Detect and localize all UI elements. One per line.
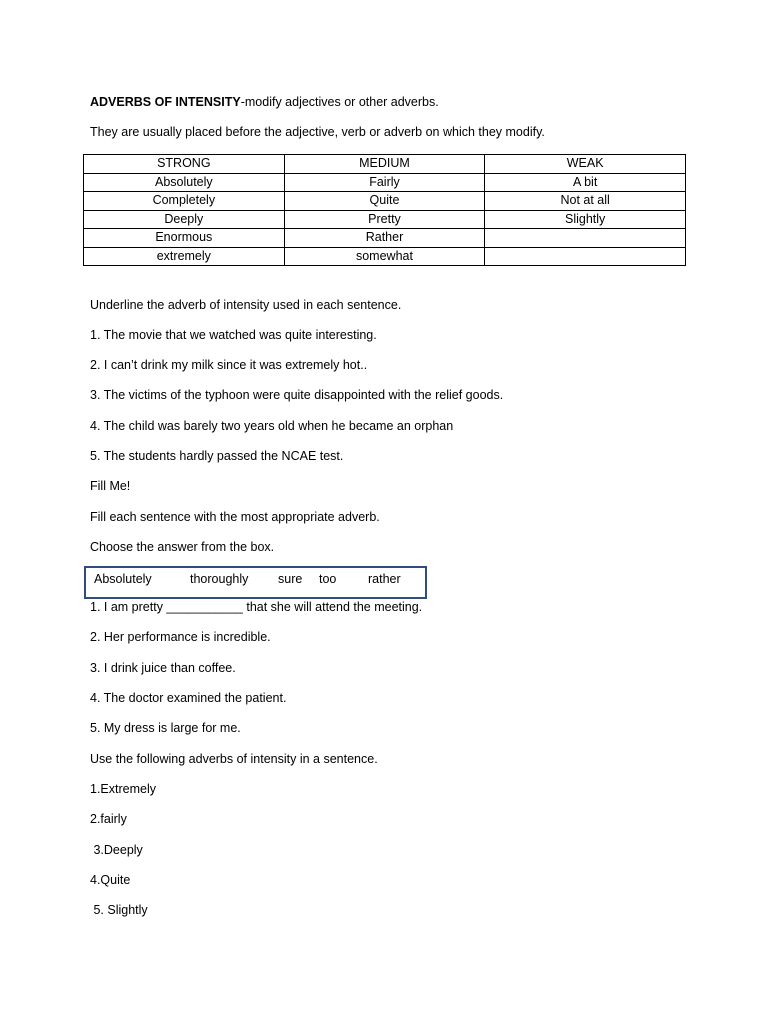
- underline-item-3: 3. The victims of the typhoon were quite disappointed with the relief goods.: [90, 388, 504, 402]
- fill-instruction-2: Choose the answer from the box.: [90, 540, 275, 554]
- fill-item-4: 4. The doctor examined the patient.: [90, 691, 287, 705]
- header-strong: STRONG: [84, 155, 285, 174]
- sentence-item-2: 2.fairly: [90, 812, 127, 826]
- table-cell: extremely: [84, 247, 285, 266]
- fill-item-1: 1. I am pretty ___________ that she will attend the meeting.: [90, 600, 423, 614]
- table-cell: A bit: [485, 173, 686, 192]
- table-cell: Absolutely: [84, 173, 285, 192]
- table-row: [84, 192, 686, 211]
- answer-choice-box: [84, 566, 427, 599]
- choice-word: Absolutely: [94, 572, 152, 586]
- table-header-row: [84, 155, 686, 174]
- choice-word: rather: [368, 572, 401, 586]
- header-weak: WEAK: [485, 155, 686, 174]
- table-row: [84, 210, 686, 229]
- table-cell: Completely: [84, 192, 285, 211]
- fill-title: Fill Me!: [90, 479, 131, 493]
- table-cell: [485, 247, 686, 266]
- table-cell: Enormous: [84, 229, 285, 248]
- table-cell: Fairly: [284, 173, 485, 192]
- fill-item-5: 5. My dress is large for me.: [90, 721, 241, 735]
- underline-item-4: 4. The child was barely two years old when he became an orphan: [90, 419, 454, 433]
- table-cell: Rather: [284, 229, 485, 248]
- sentence-item-4: 4.Quite: [90, 873, 131, 887]
- heading-title: ADVERBS OF INTENSITY: [90, 95, 241, 109]
- table-row: [84, 247, 686, 266]
- intro-subtext: They are usually placed before the adjective, verb or adverb on which they modify.: [90, 125, 545, 139]
- choice-word: sure: [278, 572, 303, 586]
- adverb-table: [83, 154, 686, 266]
- sentence-item-3: 3.Deeply: [90, 843, 143, 857]
- fill-item-2: 2. Her performance is incredible.: [90, 630, 271, 644]
- table-cell: [485, 229, 686, 248]
- underline-item-2: 2. I can’t drink my milk since it was extremely hot..: [90, 358, 368, 372]
- underline-item-5: 5. The students hardly passed the NCAE test.: [90, 449, 344, 463]
- table-cell: somewhat: [284, 247, 485, 266]
- heading-definition: -modify adjectives or other adverbs.: [240, 95, 439, 109]
- table-cell: Slightly: [485, 210, 686, 229]
- sentence-item-1: 1.Extremely: [90, 782, 156, 796]
- table-row: [84, 173, 686, 192]
- choice-word: too: [319, 572, 337, 586]
- table-cell: Quite: [284, 192, 485, 211]
- table-cell: Deeply: [84, 210, 285, 229]
- underline-instruction: Underline the adverb of intensity used in each sentence.: [90, 298, 402, 312]
- choice-word: thoroughly: [190, 572, 249, 586]
- sentence-instruction: Use the following adverbs of intensity in a sentence.: [90, 752, 378, 766]
- underline-item-1: 1. The movie that we watched was quite interesting.: [90, 328, 377, 342]
- heading-line: [90, 95, 439, 109]
- fill-item-3: 3. I drink juice than coffee.: [90, 661, 236, 675]
- sentence-item-5: 5. Slightly: [90, 903, 148, 917]
- table-cell: Not at all: [485, 192, 686, 211]
- header-medium: MEDIUM: [284, 155, 485, 174]
- fill-instruction-1: Fill each sentence with the most appropriate adverb.: [90, 510, 380, 524]
- table-cell: Pretty: [284, 210, 485, 229]
- table-row: [84, 229, 686, 248]
